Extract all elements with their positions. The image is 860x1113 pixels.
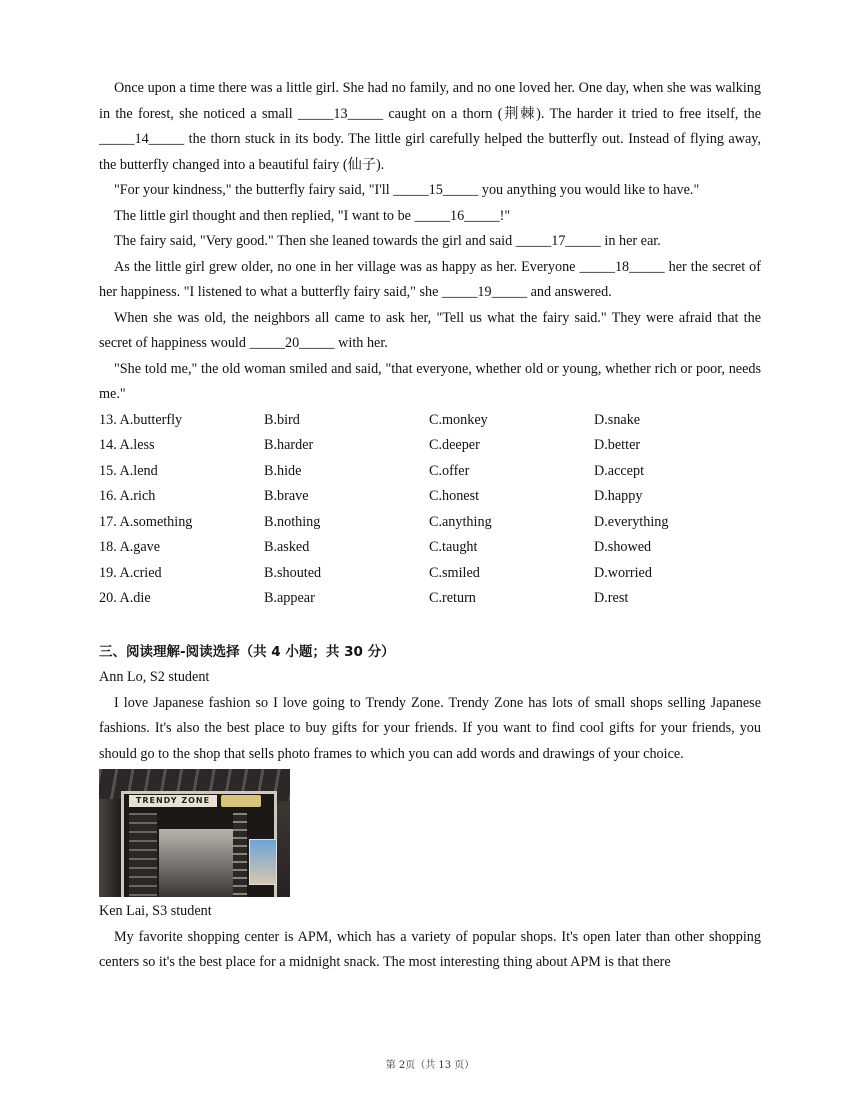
option-row-16 — [99, 484, 761, 510]
photo-pillar — [99, 799, 121, 897]
ann-lo-text: I love Japanese fashion so I love going to Trendy Zone. Trendy Zone has lots of small shops selling Japanese fashions. It's also the best place to buy gifts for your friends. If you want to find cool gifts for your friends, you should go to the shop that sells photo frames to which you can add words and drawings of your choice. — [99, 694, 761, 762]
option-a: 15. A.lend — [99, 462, 158, 479]
option-d: D.happy — [594, 488, 643, 504]
option-d: D.worried — [594, 564, 652, 581]
option-a: 18. A.gave — [99, 539, 161, 555]
option-b: B.harder — [264, 437, 314, 453]
option-b: B.asked — [264, 539, 310, 555]
option-a: 19. A.cried — [99, 564, 162, 581]
page-footer: 第 2页（共 13 页） — [385, 1060, 475, 1071]
option-d: D.better — [594, 437, 641, 453]
section-heading: 三、阅读理解-阅读选择（共 4 小题；共 30 分） — [99, 643, 395, 660]
option-b: B.shouted — [264, 564, 322, 581]
option-b: B.bird — [264, 411, 300, 428]
option-d: D.rest — [594, 590, 629, 606]
author-ken-lai: Ken Lai, S3 student — [99, 903, 212, 919]
option-row-18 — [99, 535, 761, 561]
story-paragraph-7: "She told me," the old woman smiled and said, "that everyone, whether old or young, whether rich or poor, needs me." — [99, 360, 761, 402]
option-c: C.smiled — [429, 564, 480, 581]
option-c: C.return — [429, 590, 476, 606]
option-b: B.hide — [264, 462, 302, 479]
option-b: B.appear — [264, 590, 315, 606]
story-paragraph-1: Once upon a time there was a little girl. She had no family, and no one loved her. One day, when she was walking in the forest, she noticed a small _____13_____ caught on a thorn (荆棘). The harder it tried to free itself, the _____14_____ the thorn stuck in its body. The little girl carefully helped the butterfly out. Instead of flying away, the butterfly changed into a beautiful fairy (仙子). — [99, 80, 761, 173]
option-b: B.nothing — [264, 513, 321, 530]
story-paragraph-2: "For your kindness," the butterfly fairy said, "I'll _____15_____ you anything you would like to have." — [114, 182, 700, 198]
option-a: 14. A.less — [99, 437, 155, 453]
option-row-13 — [99, 408, 761, 434]
option-row-19 — [99, 561, 761, 587]
option-c: C.monkey — [429, 411, 488, 428]
answer-options — [99, 408, 761, 612]
option-a: 16. A.rich — [99, 488, 156, 504]
photo-shelves-left — [129, 813, 157, 897]
story-paragraph-3: The little girl thought and then replied, "I want to be _____16_____!" — [114, 207, 511, 224]
story-paragraph-4: The fairy said, "Very good." Then she leaned towards the girl and said _____17_____ in her ear. — [114, 233, 661, 249]
option-d: D.showed — [594, 539, 652, 555]
trendy-zone-photo — [99, 769, 290, 897]
author-ann-lo: Ann Lo, S2 student — [99, 669, 210, 685]
option-row-20 — [99, 586, 761, 612]
option-a: 20. A.die — [99, 590, 151, 606]
option-c: C.taught — [429, 539, 478, 555]
photo-shelves-right — [233, 813, 247, 897]
option-c: C.honest — [429, 488, 480, 504]
option-a: 17. A.something — [99, 513, 193, 530]
story-paragraph-6: When she was old, the neighbors all came to ask her, "Tell us what the fairy said." They were afraid that the secret of happiness would _____20_____ with her. — [99, 309, 761, 351]
photo-shop-sign: TRENDY ZONE — [129, 795, 217, 807]
option-row-14 — [99, 433, 761, 459]
option-c: C.deeper — [429, 437, 480, 453]
option-row-15 — [99, 459, 761, 485]
option-c: C.offer — [429, 462, 470, 479]
option-row-17 — [99, 510, 761, 536]
option-c: C.anything — [429, 513, 492, 530]
photo-corridor — [159, 829, 233, 897]
ken-lai-text: My favorite shopping center is APM, which has a variety of popular shops. It's open later than other shopping centers so it's the best place for a midnight snack. The most interesting thing about APM is that there — [99, 928, 761, 970]
page-content — [99, 76, 761, 976]
photo-logo-sign — [221, 795, 261, 807]
option-d: D.snake — [594, 411, 641, 428]
option-d: D.accept — [594, 462, 645, 479]
option-b: B.brave — [264, 488, 309, 504]
photo-lightbox — [249, 839, 277, 885]
option-a: 13. A.butterfly — [99, 411, 183, 428]
story-paragraph-5: As the little girl grew older, no one in her village was as happy as her. Everyone _____18_____ her the secret of her happiness. "I listened to what a butterfly fairy said," she _____19_____ and answered. — [99, 258, 761, 300]
option-d: D.everything — [594, 513, 669, 530]
